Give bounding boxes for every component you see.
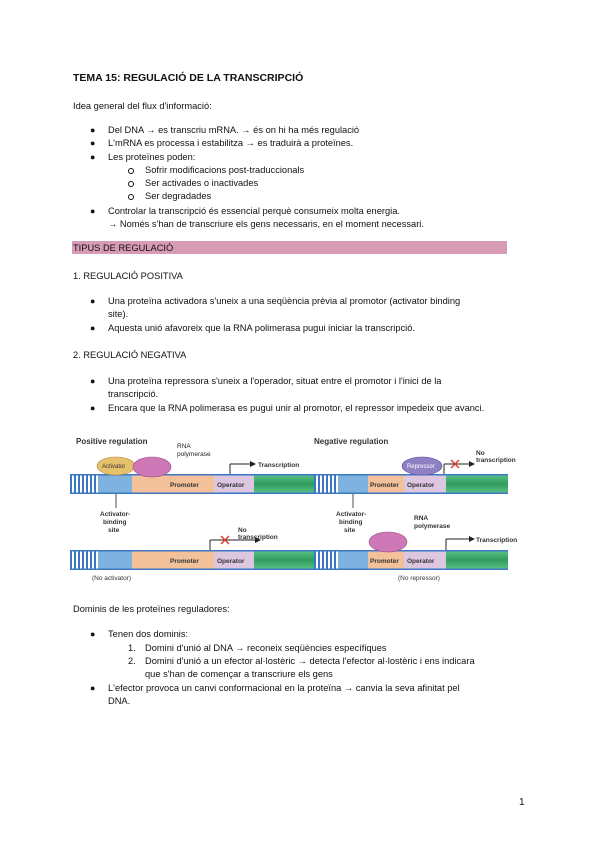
list-item: Tenen dos dominis:	[108, 629, 189, 639]
list-item: Encara que la RNA polimerasa es pugui unir al promotor, el repressor impedeix que avanci.	[108, 403, 485, 413]
bullet-marker: ●	[90, 403, 96, 413]
numbered-item: Domini d'unió al DNA → reconeix seqüències específiques	[145, 643, 387, 653]
rna-polymerase-protein	[369, 532, 407, 552]
rna-polymerase-label: polymerase	[177, 451, 211, 458]
sub-list-item: Ser activades o inactivades	[145, 178, 259, 188]
bullet-marker: ●	[90, 138, 96, 148]
list-item: Una proteïna activadora s'uneix a una seqüència prèvia al promotor (activator binding	[108, 296, 461, 306]
no-transcription-label: transcription	[476, 457, 516, 464]
no-repressor-label: (No repressor)	[398, 575, 440, 582]
domains-heading: Dominis de les proteïnes reguladores:	[73, 604, 230, 614]
subsection-heading: 2. REGULACIÓ NEGATIVA	[73, 350, 187, 360]
bullet-marker: ●	[90, 629, 96, 639]
rna-polymerase-label: RNA	[177, 443, 191, 450]
list-item: Les proteïnes poden:	[108, 152, 196, 162]
operator-label: Operator	[407, 558, 435, 565]
activator-binding-site-label: binding	[339, 519, 363, 526]
list-item-continuation: → Només s'han de transcriure els gens necessaris, en el moment necessari.	[108, 219, 424, 229]
numbered-item: Domini d'unió a un efector al·lostèric → detecta l'efector al·lostèric i ens indicara	[145, 656, 475, 666]
no-transcription-label: No	[238, 527, 247, 534]
list-item: L'mRNA es processa i estabilitza → es traduirà a proteïnes.	[108, 138, 354, 148]
no-transcription-label: No	[476, 450, 485, 457]
section-heading: TIPUS DE REGULACIÓ	[73, 243, 174, 253]
list-number: 1.	[128, 643, 136, 653]
promoter-label: Promoter	[370, 558, 399, 565]
negative-regulation-title: Negative regulation	[314, 437, 389, 446]
operator-label: Operator	[407, 482, 435, 489]
transcription-label: Transcription	[258, 462, 300, 469]
sub-bullet-marker	[128, 181, 134, 187]
list-item-continuation: site).	[108, 309, 129, 319]
bullet-marker: ●	[90, 683, 96, 693]
activator-binding-site-label: Activator-	[336, 511, 367, 518]
list-item-continuation: transcripció.	[108, 389, 159, 399]
list-item-continuation: DNA.	[108, 696, 131, 706]
activator-binding-site-label: site	[108, 527, 120, 534]
list-item: Del DNA → es transcriu mRNA. → és on hi ha més regulació	[108, 125, 360, 135]
bullet-marker: ●	[90, 206, 96, 216]
no-activator-label: (No activator)	[92, 575, 132, 582]
bullet-marker: ●	[90, 376, 96, 386]
bullet-marker: ●	[90, 323, 96, 333]
intro-text: Idea general del flux d'informació:	[73, 101, 212, 111]
positive-regulation-title: Positive regulation	[76, 437, 148, 446]
list-item: L'efector provoca un canvi conformacional en la proteïna → canvia la seva afinitat pel	[108, 683, 460, 693]
regulation-figure	[70, 428, 530, 588]
sub-bullet-marker	[128, 168, 134, 174]
numbered-item-continuation: que s'han de començar a transcriure els gens	[145, 669, 333, 679]
bullet-marker: ●	[90, 125, 96, 135]
operator-label: Operator	[217, 558, 245, 565]
page-title: TEMA 15: REGULACIÓ DE LA TRANSCRIPCIÓ	[73, 72, 304, 84]
list-item: Una proteïna repressora s'uneix a l'operador, situat entre el promotor i l'inici de la	[108, 376, 442, 386]
list-number: 2.	[128, 656, 136, 666]
activator-binding-site-label: site	[344, 527, 356, 534]
no-transcription-label: transcription	[238, 534, 278, 541]
rna-polymerase-protein	[133, 457, 171, 477]
sub-list-item: Sofrir modificacions post-traduccionals	[145, 165, 305, 175]
activator-label: Activator	[102, 464, 126, 470]
transcription-label: Transcription	[476, 537, 518, 544]
sub-list-item: Ser degradades	[145, 191, 212, 201]
promoter-label: Promoter	[170, 482, 199, 489]
rna-polymerase-label: polymerase	[414, 523, 451, 530]
bullet-marker: ●	[90, 152, 96, 162]
repressor-label: Repressor	[407, 464, 435, 470]
activator-binding-site-label: Activator-	[100, 511, 131, 518]
promoter-label: Promoter	[170, 558, 199, 565]
sub-bullet-marker	[128, 194, 134, 200]
list-item: Controlar la transcripció és essencial perquè consumeix molta energia.	[108, 206, 400, 216]
promoter-label: Promoter	[370, 482, 399, 489]
list-item: Aquesta unió afavoreix que la RNA polimerasa pugui iniciar la transcripció.	[108, 323, 415, 333]
operator-label: Operator	[217, 482, 245, 489]
subsection-heading: 1. REGULACIÓ POSITIVA	[73, 271, 183, 281]
rna-polymerase-label: RNA	[414, 515, 429, 522]
activator-binding-site-label: binding	[103, 519, 127, 526]
bullet-marker: ●	[90, 296, 96, 306]
page-number: 1	[519, 797, 525, 808]
